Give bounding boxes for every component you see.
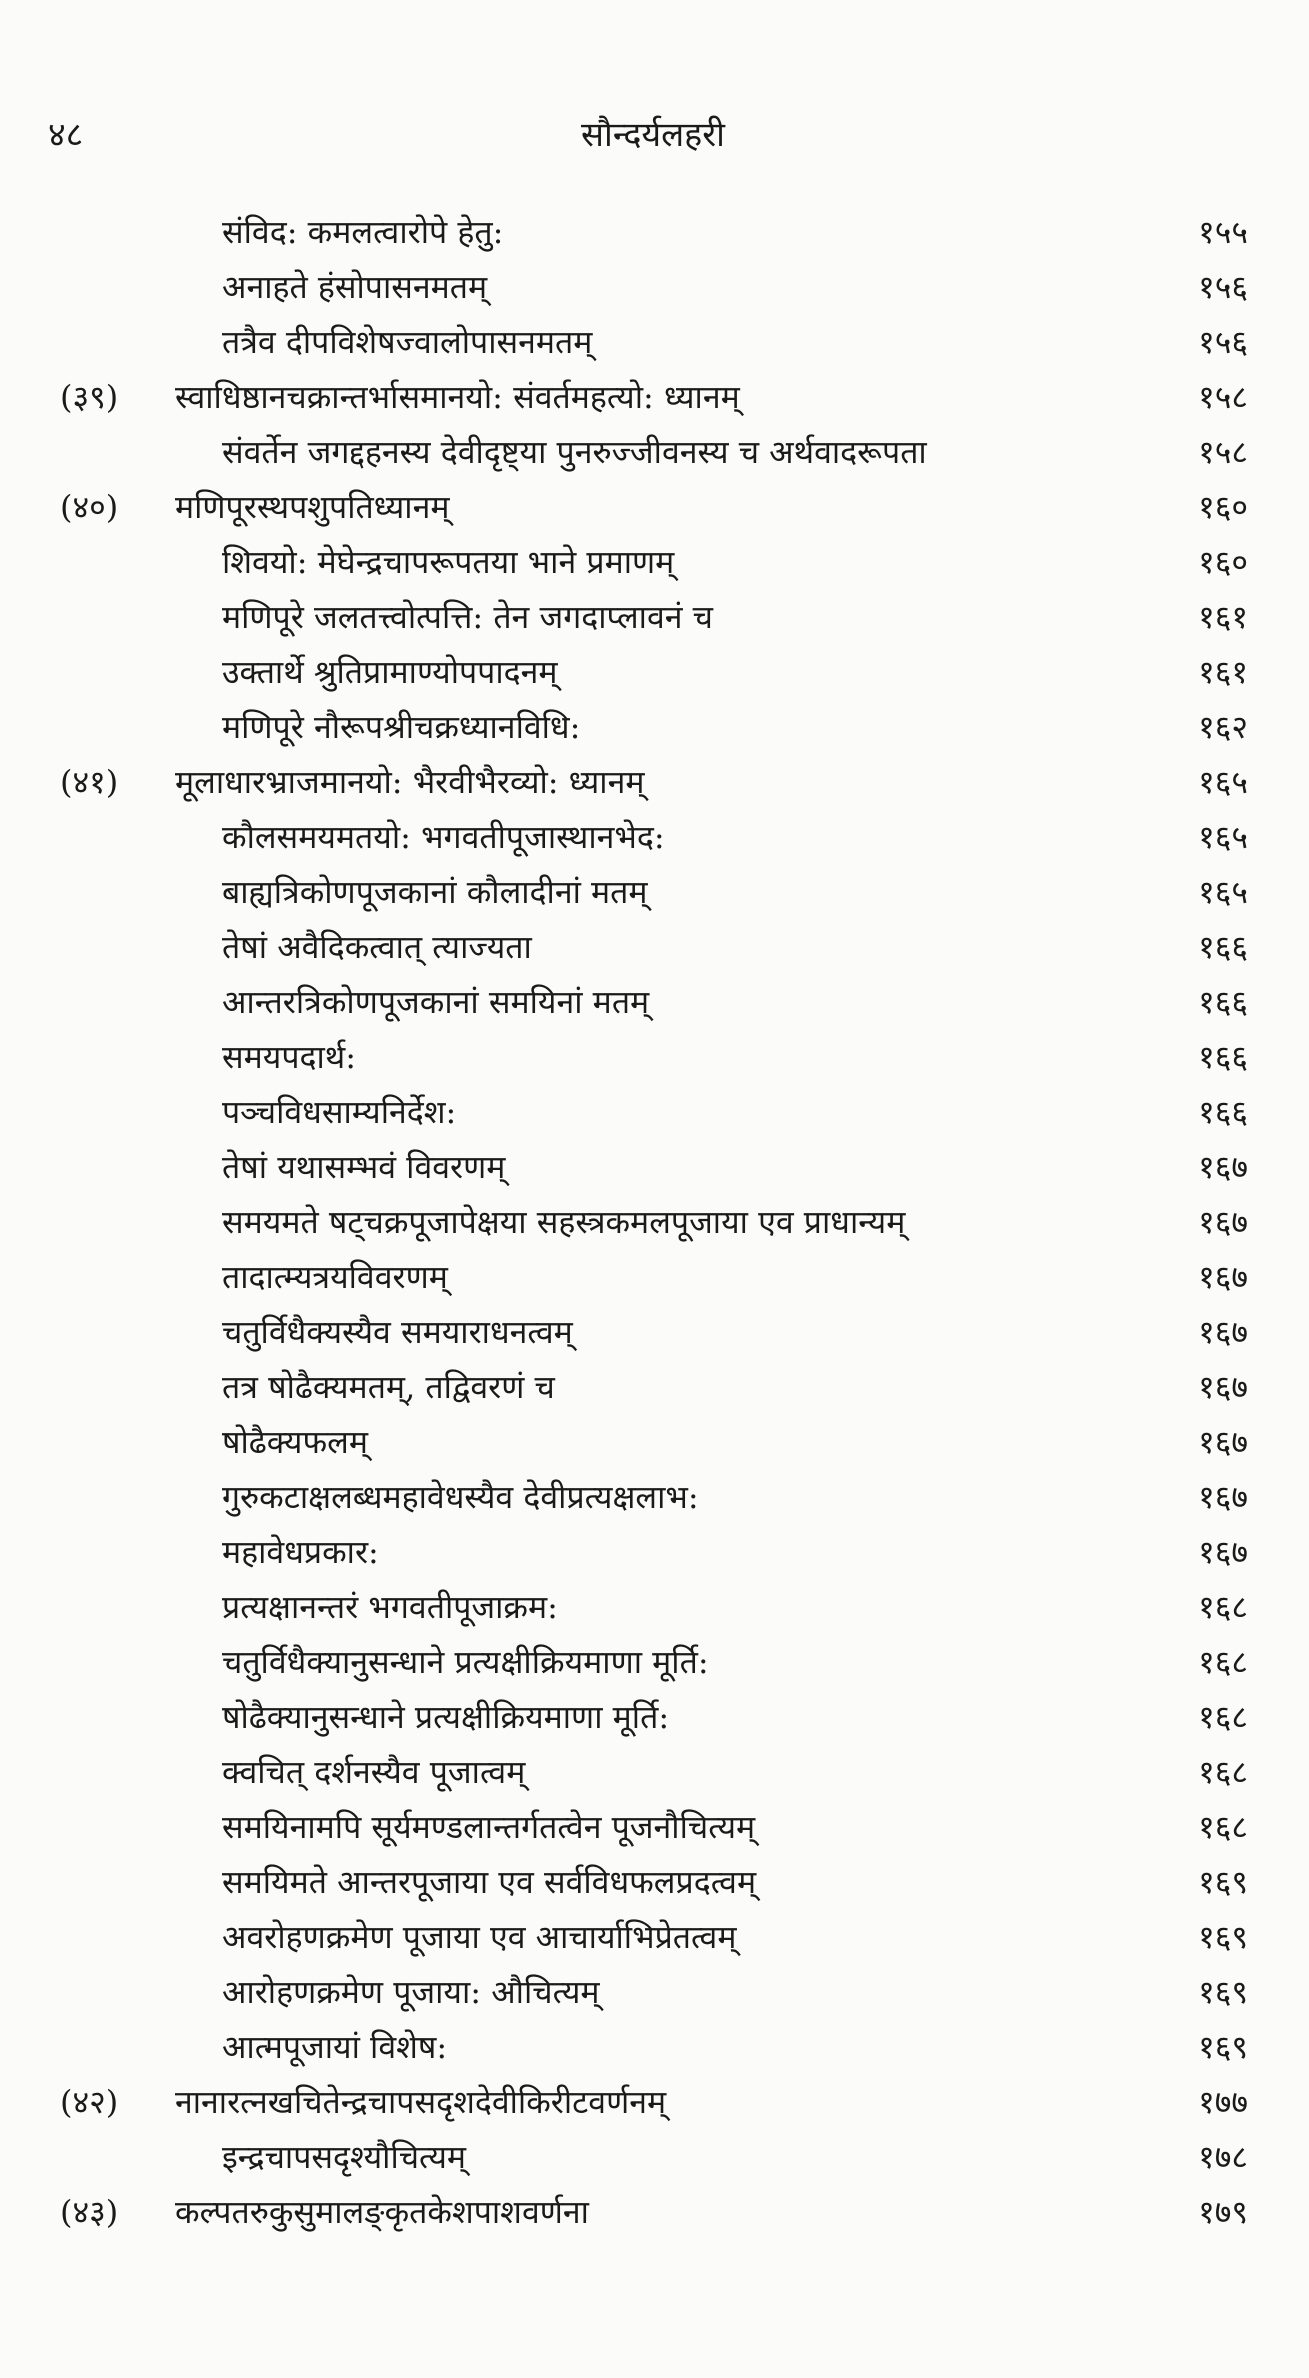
toc-entry-page: १६५	[1198, 763, 1248, 801]
toc-entry	[60, 2020, 1248, 2075]
toc-entry-title: तेषां यथासम्भवं विवरणम्	[222, 1148, 506, 1186]
toc-entry-number: (३९)	[60, 378, 119, 416]
toc-entry-title: षोढैक्यानुसन्धाने प्रत्यक्षीक्रियमाणा मूर्ति:	[222, 1698, 670, 1736]
toc-entry-page: १६६	[1198, 1093, 1248, 1131]
toc-entry-title: बाह्यत्रिकोणपूजकानां कौलादीनां मतम्	[222, 873, 648, 911]
toc-entry-page: १६८	[1198, 1588, 1248, 1626]
toc-entry-page: १६९	[1198, 1918, 1248, 1956]
toc-entry-title: अवरोहणक्रमेण पूजाया एव आचार्याभिप्रेतत्वम्	[222, 1918, 737, 1956]
toc-entry-title: समयमते षट्चक्रपूजापेक्षया सहस्त्रकमलपूजाया एव प्राधान्यम्	[222, 1203, 906, 1241]
toc-entry	[60, 1195, 1248, 1250]
toc-entry-title: कल्पतरुकुसुमालङ्कृतकेशपाशवर्णना	[175, 2193, 589, 2231]
toc-entry-page: १६२	[1198, 708, 1248, 746]
toc-entry-page: १६६	[1198, 1038, 1248, 1076]
toc-entry	[60, 2185, 1248, 2240]
running-title: सौन्दर्यलहरी	[581, 115, 725, 155]
toc-entry-title: मूलाधारभ्राजमानयो: भैरवीभैरव्यो: ध्यानम्	[175, 763, 645, 801]
toc-entry-number: (४२)	[60, 2083, 119, 2121]
toc-entry	[60, 1965, 1248, 2020]
toc-entry-page: १५६	[1198, 268, 1248, 306]
toc-entry-title: तत्रैव दीपविशेषज्वालोपासनमतम्	[222, 323, 593, 361]
toc-entry-page: १६५	[1198, 873, 1248, 911]
toc-entry	[60, 920, 1248, 975]
toc-entry-title: तादात्म्यत्रयविवरणम्	[222, 1258, 448, 1296]
toc-entry	[60, 1855, 1248, 1910]
toc-entry-title: चतुर्विधैक्यानुसन्धाने प्रत्यक्षीक्रियमाणा मूर्ति:	[222, 1643, 709, 1681]
toc-entry-number: (४१)	[60, 763, 119, 801]
toc-entry-page: १६८	[1198, 1698, 1248, 1736]
toc-entry-page: १६७	[1198, 1258, 1248, 1296]
toc-entry-title: समयिमते आन्तरपूजाया एव सर्वविधफलप्रदत्वम्	[222, 1863, 757, 1901]
toc-entry	[60, 700, 1248, 755]
toc-entry	[60, 975, 1248, 1030]
toc-entry-title: संविद: कमलत्वारोपे हेतु:	[222, 213, 504, 251]
toc-entry-title: गुरुकटाक्षलब्धमहावेधस्यैव देवीप्रत्यक्षलाभ:	[222, 1478, 699, 1516]
toc-entry-title: आन्तरत्रिकोणपूजकानां समयिनां मतम्	[222, 983, 650, 1021]
toc-entry	[60, 755, 1248, 810]
toc-entry-title: मणिपूरे जलतत्त्वोत्पत्ति: तेन जगदाप्लावनं च	[222, 598, 713, 636]
toc-entry-title: तत्र षोढैक्यमतम्, तद्विवरणं च	[222, 1368, 555, 1406]
toc-entry-page: १६७	[1198, 1203, 1248, 1241]
toc-entry	[60, 315, 1248, 370]
toc-entry-page: १६०	[1198, 488, 1248, 526]
toc-entry	[60, 2075, 1248, 2130]
toc-entry	[60, 1360, 1248, 1415]
toc-entry-title: चतुर्विधैक्यस्यैव समयाराधनत्वम्	[222, 1313, 573, 1351]
toc-entry	[60, 1690, 1248, 1745]
toc-entry-title: कौलसमयमतयो: भगवतीपूजास्थानभेद:	[222, 818, 665, 856]
toc-entry	[60, 1030, 1248, 1085]
toc-entry	[60, 205, 1248, 260]
toc-entry-page: १६७	[1198, 1313, 1248, 1351]
toc-entry	[60, 590, 1248, 645]
page-number: ४८	[48, 115, 84, 155]
toc-entry	[60, 260, 1248, 315]
toc-entry-title: अनाहते हंसोपासनमतम्	[222, 268, 488, 306]
toc-entry-title: पञ्चविधसाम्यनिर्देश:	[222, 1093, 457, 1131]
toc-entry-page: १५८	[1198, 433, 1248, 471]
toc-entry-page: १६७	[1198, 1423, 1248, 1461]
toc-entry-title: तेषां अवैदिकत्वात् त्याज्यता	[222, 928, 532, 966]
toc-entry	[60, 425, 1248, 480]
toc-entry	[60, 1085, 1248, 1140]
toc-entry-page: १६९	[1198, 1973, 1248, 2011]
toc-entry-page: १६७	[1198, 1148, 1248, 1186]
toc-entry	[60, 1580, 1248, 1635]
toc-entry-title: समयपदार्थ:	[222, 1038, 357, 1076]
toc-entry	[60, 2130, 1248, 2185]
toc-entry-page: १७७	[1198, 2083, 1248, 2121]
toc-entry-title: समयिनामपि सूर्यमण्डलान्तर्गतत्वेन पूजनौचित्यम्	[222, 1808, 756, 1846]
toc-entry-page: १५६	[1198, 323, 1248, 361]
toc-entry	[60, 645, 1248, 700]
toc-entry-title: आत्मपूजायां विशेष:	[222, 2028, 448, 2066]
toc-entry-page: १६९	[1198, 1863, 1248, 1901]
toc-entry	[60, 865, 1248, 920]
toc-entry-title: क्वचित् दर्शनस्यैव पूजात्वम्	[222, 1753, 526, 1791]
page-header	[48, 110, 1258, 160]
toc-entry	[60, 1305, 1248, 1360]
toc-entry-title: आरोहणक्रमेण पूजाया: औचित्यम्	[222, 1973, 600, 2011]
toc-entry-title: इन्द्रचापसदृश्यौचित्यम्	[222, 2138, 467, 2176]
toc-entry-title: उक्तार्थे श्रुतिप्रामाण्योपपादनम्	[222, 653, 558, 691]
toc-entry-page: १६१	[1198, 598, 1248, 636]
toc-entry-page: १६८	[1198, 1753, 1248, 1791]
toc-entry-title: महावेधप्रकार:	[222, 1533, 379, 1571]
toc-entry-title: मणिपूरे नौरूपश्रीचक्रध्यानविधि:	[222, 708, 581, 746]
toc-entry	[60, 1250, 1248, 1305]
toc-entry-page: १६८	[1198, 1643, 1248, 1681]
toc-entry-page: १६८	[1198, 1808, 1248, 1846]
toc-entry-title: मणिपूरस्थपशुपतिध्यानम्	[175, 488, 450, 526]
toc-entry-page: १६७	[1198, 1368, 1248, 1406]
toc-entry-number: (४०)	[60, 488, 119, 526]
toc-entry	[60, 1910, 1248, 1965]
toc-entry	[60, 480, 1248, 535]
table-of-contents	[60, 205, 1248, 2240]
toc-entry-page: १७९	[1198, 2193, 1248, 2231]
toc-entry-page: १५८	[1198, 378, 1248, 416]
toc-entry-page: १६६	[1198, 928, 1248, 966]
toc-entry-page: १६६	[1198, 983, 1248, 1021]
toc-entry	[60, 1635, 1248, 1690]
toc-entry	[60, 1140, 1248, 1195]
toc-entry-number: (४३)	[60, 2193, 119, 2231]
toc-entry	[60, 1800, 1248, 1855]
toc-entry-title: प्रत्यक्षानन्तरं भगवतीपूजाक्रम:	[222, 1588, 558, 1626]
toc-entry-page: १६०	[1198, 543, 1248, 581]
toc-entry-page: १६५	[1198, 818, 1248, 856]
toc-entry	[60, 1745, 1248, 1800]
toc-entry-title: षोढैक्यफलम्	[222, 1423, 368, 1461]
toc-entry	[60, 1415, 1248, 1470]
toc-entry-title: शिवयो: मेघेन्द्रचापरूपतया भाने प्रमाणम्	[222, 543, 675, 581]
toc-entry	[60, 1525, 1248, 1580]
toc-entry	[60, 535, 1248, 590]
toc-entry	[60, 810, 1248, 865]
toc-entry-page: १५५	[1198, 213, 1248, 251]
toc-entry	[60, 1470, 1248, 1525]
toc-entry-page: १६१	[1198, 653, 1248, 691]
toc-entry-page: १६७	[1198, 1533, 1248, 1571]
toc-entry-page: १७८	[1198, 2138, 1248, 2176]
toc-entry	[60, 370, 1248, 425]
toc-entry-title: नानारत्नखचितेन्द्रचापसदृशदेवीकिरीटवर्णनम्	[175, 2083, 667, 2121]
toc-entry-title: स्वाधिष्ठानचक्रान्तर्भासमानयो: संवर्तमहत्यो: ध्यानम्	[175, 378, 740, 416]
toc-entry-title: संवर्तेन जगद्दहनस्य देवीदृष्ट्या पुनरुज्जीवनस्य च अर्थवादरूपता	[222, 433, 927, 471]
toc-entry-page: १६७	[1198, 1478, 1248, 1516]
toc-entry-page: १६९	[1198, 2028, 1248, 2066]
